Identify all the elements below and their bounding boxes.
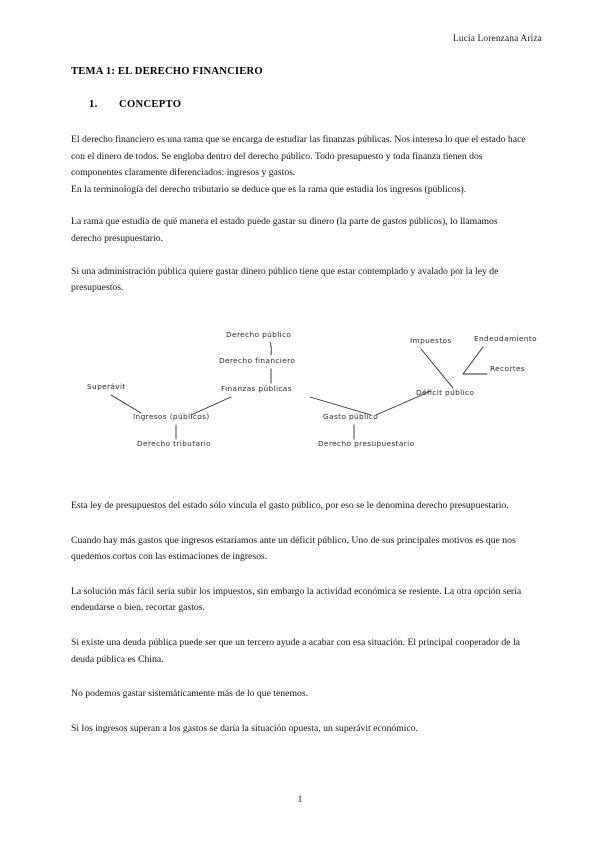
diagram-node-labels [87,330,537,448]
section-title: CONCEPTO [119,99,182,110]
diagram-label-derecho-financiero: Derecho financiero [219,356,296,365]
diagram-label-impuestos: Impuestos [410,336,452,345]
diagram-label-derecho-tributario: Derecho tributario [137,439,211,448]
diagram-label-deficit-publico: Déficit público [416,388,475,397]
diagram-label-gasto-publico: Gasto público [323,412,379,421]
page-number: 1 [297,795,303,805]
paragraph: En la terminología del derecho tributario se deduce que es la rama que estudia los ingresos (públicos). [71,183,467,195]
diagram-label-derecho-publico: Derecho público [226,330,292,339]
diagram-label-ingresos-publicos: Ingresos (públicos) [133,412,210,421]
document-body-lower [71,498,530,755]
paragraph: Si una administración pública quiere gastar dinero público tiene que estar contemplado y avalado por la ley de presupuestos. [71,265,499,294]
diagram-label-recortes: Recortes [490,364,526,373]
paragraph: El derecho financiero es una rama que se encarga de estudiar las finanzas públicas. Nos interesa lo que el estado hace con el dinero de todos. Se engloba dentro del derecho público. Todo presupuesto y toda finanza tienen dos componentes claramente diferenciados: ingresos y gastos. [71,134,526,179]
page-title: TEMA 1: EL DERECHO FINANCIERO [71,66,263,77]
connector-impuestos-deficit [421,349,453,388]
connector-publico-financiero [270,342,271,355]
diagram-label-superavit: Superávit [87,382,126,391]
diagram-label-derecho-presupuestario: Derecho presupuestario [318,439,415,448]
document-author-header: Lucía Lorenzana Ariza [452,34,542,44]
paragraph: Esta ley de presupuestos del estado sólo vincula el gasto público, por eso se le denomina derecho presupuestario. [71,500,509,511]
connector-superavit-ingresos [111,395,141,413]
paragraph: Si los ingresos superan a los gastos se daría la situación opuesta, un superávit económico. [71,722,419,734]
paragraph: Cuando hay más gastos que ingresos estaríamos ante un déficit público. Uno de sus principales motivos es que nos quedemos cortos con las estimaciones de ingresos. [71,534,516,563]
paragraph: La solución más fácil sería subir los impuestos, sin embargo la actividad económica se resiente. La otra opción sería endeudarse o bien, recortar gastos. [71,585,522,614]
paragraph: Si existe una deuda pública puede ser que un tercero ayude a acabar con esa situación. El principal cooperador de la deuda pública es China. [71,636,520,665]
section-number: 1. [89,99,98,110]
document-body-upper [71,66,530,313]
diagram-label-finanzas-publicas: Finanzas públicas [221,384,292,393]
concept-map-svg [71,315,537,475]
section-heading [71,99,530,110]
paragraph: La rama que estudia de qué manera el estado puede gastar su dinero (la parte de gastos públicos), lo llamamos derecho presupuestario. [71,216,498,244]
connector-endeudamiento-branch [463,347,483,374]
paragraph: No podemos gastar sistemáticamente más de lo que tenemos. [71,688,309,700]
diagram-label-endeudamiento: Endeudamiento [474,334,537,343]
concept-map-diagram [71,315,537,475]
